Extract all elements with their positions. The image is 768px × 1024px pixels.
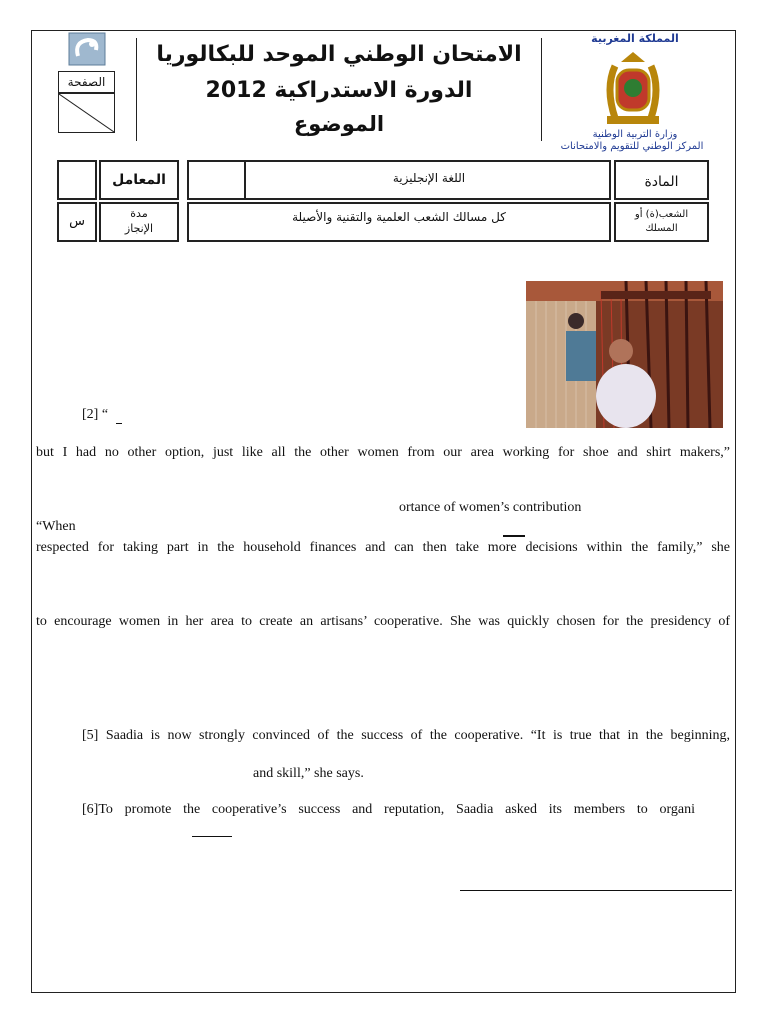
coefficient-label: المعامل	[112, 172, 166, 188]
royal-emblem-icon	[585, 48, 681, 128]
subject-label: المادة	[644, 174, 679, 190]
branch-value-cell	[187, 202, 611, 242]
weaving-loom-photo	[526, 281, 723, 428]
page-label: الصفحة	[67, 75, 106, 89]
kingdom-label: المملكة المغربية	[591, 32, 679, 45]
subject-label-cell	[614, 160, 709, 200]
underline-mark-3	[192, 836, 232, 837]
session-title: الدورة الاستدراكية 2012	[205, 78, 473, 103]
paragraph-6: [6]To promote the cooperative’s success and reputation, Saadia asked its members to organi	[82, 802, 695, 817]
exam-title: الامتحان الوطني الموحد للبكالوريا	[156, 42, 522, 67]
coefficient-label-cell	[99, 160, 179, 200]
center-label: المركز الوطني للتقويم والامتحانات	[560, 141, 704, 152]
line-when: “When	[36, 519, 76, 534]
page-number-box	[58, 93, 115, 133]
title-block	[136, 38, 542, 141]
subject-word: الموضوع	[293, 112, 385, 136]
paragraph-5-end: and skill,” she says.	[253, 766, 364, 781]
paragraph-5: [5] Saadia is now strongly convinced of the success of the cooperative. “It is true that in the beginning,	[82, 728, 730, 743]
answer-line	[460, 890, 732, 891]
subject-value: اللغة الإنجليزية	[392, 171, 466, 185]
underline-mark-2	[503, 535, 525, 537]
page-number-label-box	[58, 71, 115, 93]
subject-inner-box	[189, 162, 246, 198]
duration-label: مدة الإنجاز	[124, 207, 154, 235]
line-shoe-makers: but I had no other option, just like all the other women from our area working for shoe and shirt makers,”	[36, 445, 730, 460]
branch-value: كل مسالك الشعب العلمية والتقنية والأصيلة	[292, 210, 506, 224]
duration-unit-cell	[57, 202, 97, 242]
blank-cell-1	[57, 160, 97, 200]
subject-value-cell	[187, 160, 611, 200]
ministry-label: وزارة التربية الوطنية	[592, 129, 678, 140]
duration-unit: س	[69, 214, 85, 229]
line-importance: ortance of women’s contribution	[399, 500, 582, 515]
duration-label-cell	[99, 202, 179, 242]
paragraph-2-start: [2] “	[82, 407, 109, 422]
branch-label-cell	[614, 202, 709, 242]
branch-label: الشعب(ة) أو المسلك	[634, 209, 689, 234]
line-respected: respected for taking part in the household finances and can then take more decisions within the family,” she	[36, 540, 730, 555]
center-logo-icon	[68, 32, 106, 66]
underline-mark	[116, 423, 122, 424]
line-cooperative: to encourage women in her area to create an artisans’ cooperative. She was quickly chosen for the presidency of	[36, 614, 730, 629]
diagonal-line-icon	[59, 94, 114, 132]
